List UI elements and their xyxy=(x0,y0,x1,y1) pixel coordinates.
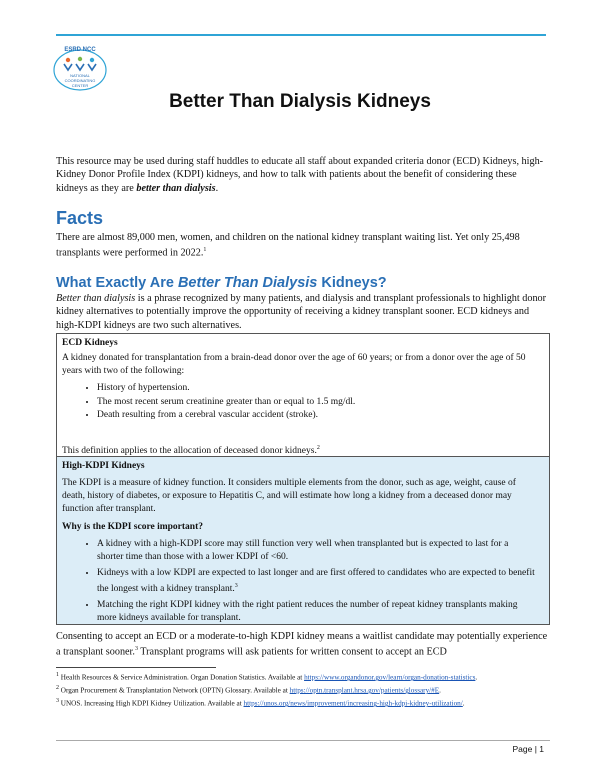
list-item: • Matching the right KDPI kidney with the right patient reduces the number of repeat kidney transplants making more kidneys available for transplant. xyxy=(97,599,537,624)
list-item: • Kidneys with a low KDPI are expected to last longer and are first offered to candidates who are expected to benefit the longest with a kidney transplant.$^3$ xyxy=(97,567,537,595)
svg-text:CENTER: CENTER xyxy=(71,83,89,88)
footnote-3: $^3$ UNOS. Increasing High KDPI Kidney Utilization. Available at https://unos.org/news/improvement/increasing-high-kdpi-kidney-utilization/. xyxy=(56,698,465,708)
ecd-note: This definition applies to the allocation of deceased donor kidneys.$^2$ xyxy=(62,444,320,456)
kdpi-box xyxy=(56,456,550,625)
consent-paragraph: Consenting to accept an ECD or a moderate-to-high KDPI kidney means a waitlist candidate may potentially experience a transplant sooner.$^3$ Transplant programs will ask patients for written consent to accept an ECD xyxy=(56,631,548,658)
footnote-rule xyxy=(56,667,216,668)
list-item: • Death resulting from a cerebral vascular accident (stroke). xyxy=(97,409,537,422)
what-heading: What Exactly Are Better Than Dialysis Kidneys? xyxy=(56,275,387,291)
footnote-link[interactable]: https://optn.transplant.hrsa.gov/patients/glossary/#E xyxy=(289,686,440,695)
kdpi-title: High-KDPI Kidneys xyxy=(62,461,145,471)
ecd-box xyxy=(56,333,550,457)
list-item: • History of hypertension. xyxy=(97,382,537,395)
ecd-title: ECD Kidneys xyxy=(62,338,118,348)
kdpi-reasons-list xyxy=(83,538,537,624)
esrd-ncc-logo xyxy=(48,42,112,94)
list-item: • A kidney with a high-KDPI score may still function very well when transplanted but is expected to last for a shorter time than those with a lower KDPI of <60. xyxy=(97,538,537,563)
svg-text:NATIONAL: NATIONAL xyxy=(70,73,90,78)
footnote-link[interactable]: https://unos.org/news/improvement/increasing-high-kdpi-kidney-utilization/ xyxy=(243,699,463,708)
ecd-definition: A kidney donated for transplantation from a brain-dead donor over the age of 60 years; or from a donor over the age of 50 years with two of the following: xyxy=(62,353,526,376)
footer-rule xyxy=(56,740,550,741)
intro-paragraph: This resource may be used during staff huddles to educate all staff about expanded criteria donor (ECD) Kidneys, high-Kidney Donor Profile Index (KDPI) kidneys, and how to talk with patients about the benefit of considering these kidneys as they are better than dialysis. xyxy=(56,156,544,194)
what-paragraph: Better than dialysis is a phrase recognized by many patients, and dialysis and transplant professionals to highlight donor kidney alternatives to potentially improve the opportunity of receiving a kidney transplant sooner. ECD kidneys and high-KDPI kidneys are two such alternatives. xyxy=(56,293,547,331)
footnote-2: $^2$ Organ Procurement & Transplantation Network (OPTN) Glossary. Available at https://optn.transplant.hrsa.gov/patients/glossary/#E. xyxy=(56,685,441,695)
svg-text:ESRD NCC: ESRD NCC xyxy=(64,47,96,53)
footnote-1: $^1$ Health Resources & Service Administration. Organ Donation Statistics. Available at https://www.organdonor.gov/learn/organ-donation-statistics. xyxy=(56,672,478,682)
page-title: Better Than Dialysis Kidneys xyxy=(169,91,431,112)
kdpi-question: Why is the KDPI score important? xyxy=(62,522,203,532)
kdpi-definition: The KDPI is a measure of kidney function. It considers multiple elements from the donor, such as age, weight, cause of death, history of diabetes, or exposure to Hepatitis C, and will estimate how long a kidney from a deceased donor may function after transplant. xyxy=(62,478,516,514)
header-rule xyxy=(56,34,546,36)
ecd-criteria-list xyxy=(83,382,537,422)
facts-heading: Facts xyxy=(56,208,104,228)
svg-text:COORDINATING: COORDINATING xyxy=(64,78,96,83)
facts-paragraph: There are almost 89,000 men, women, and children on the national kidney transplant waiting list. Yet only 25,498 transplants were performed in 2022.$^1$ xyxy=(56,232,520,259)
page-number: Page | 1 xyxy=(512,744,544,754)
list-item: • The most recent serum creatinine greater than or equal to 1.5 mg/dl. xyxy=(97,396,537,409)
footnote-link[interactable]: https://www.organdonor.gov/learn/organ-donation-statistics xyxy=(304,673,476,682)
